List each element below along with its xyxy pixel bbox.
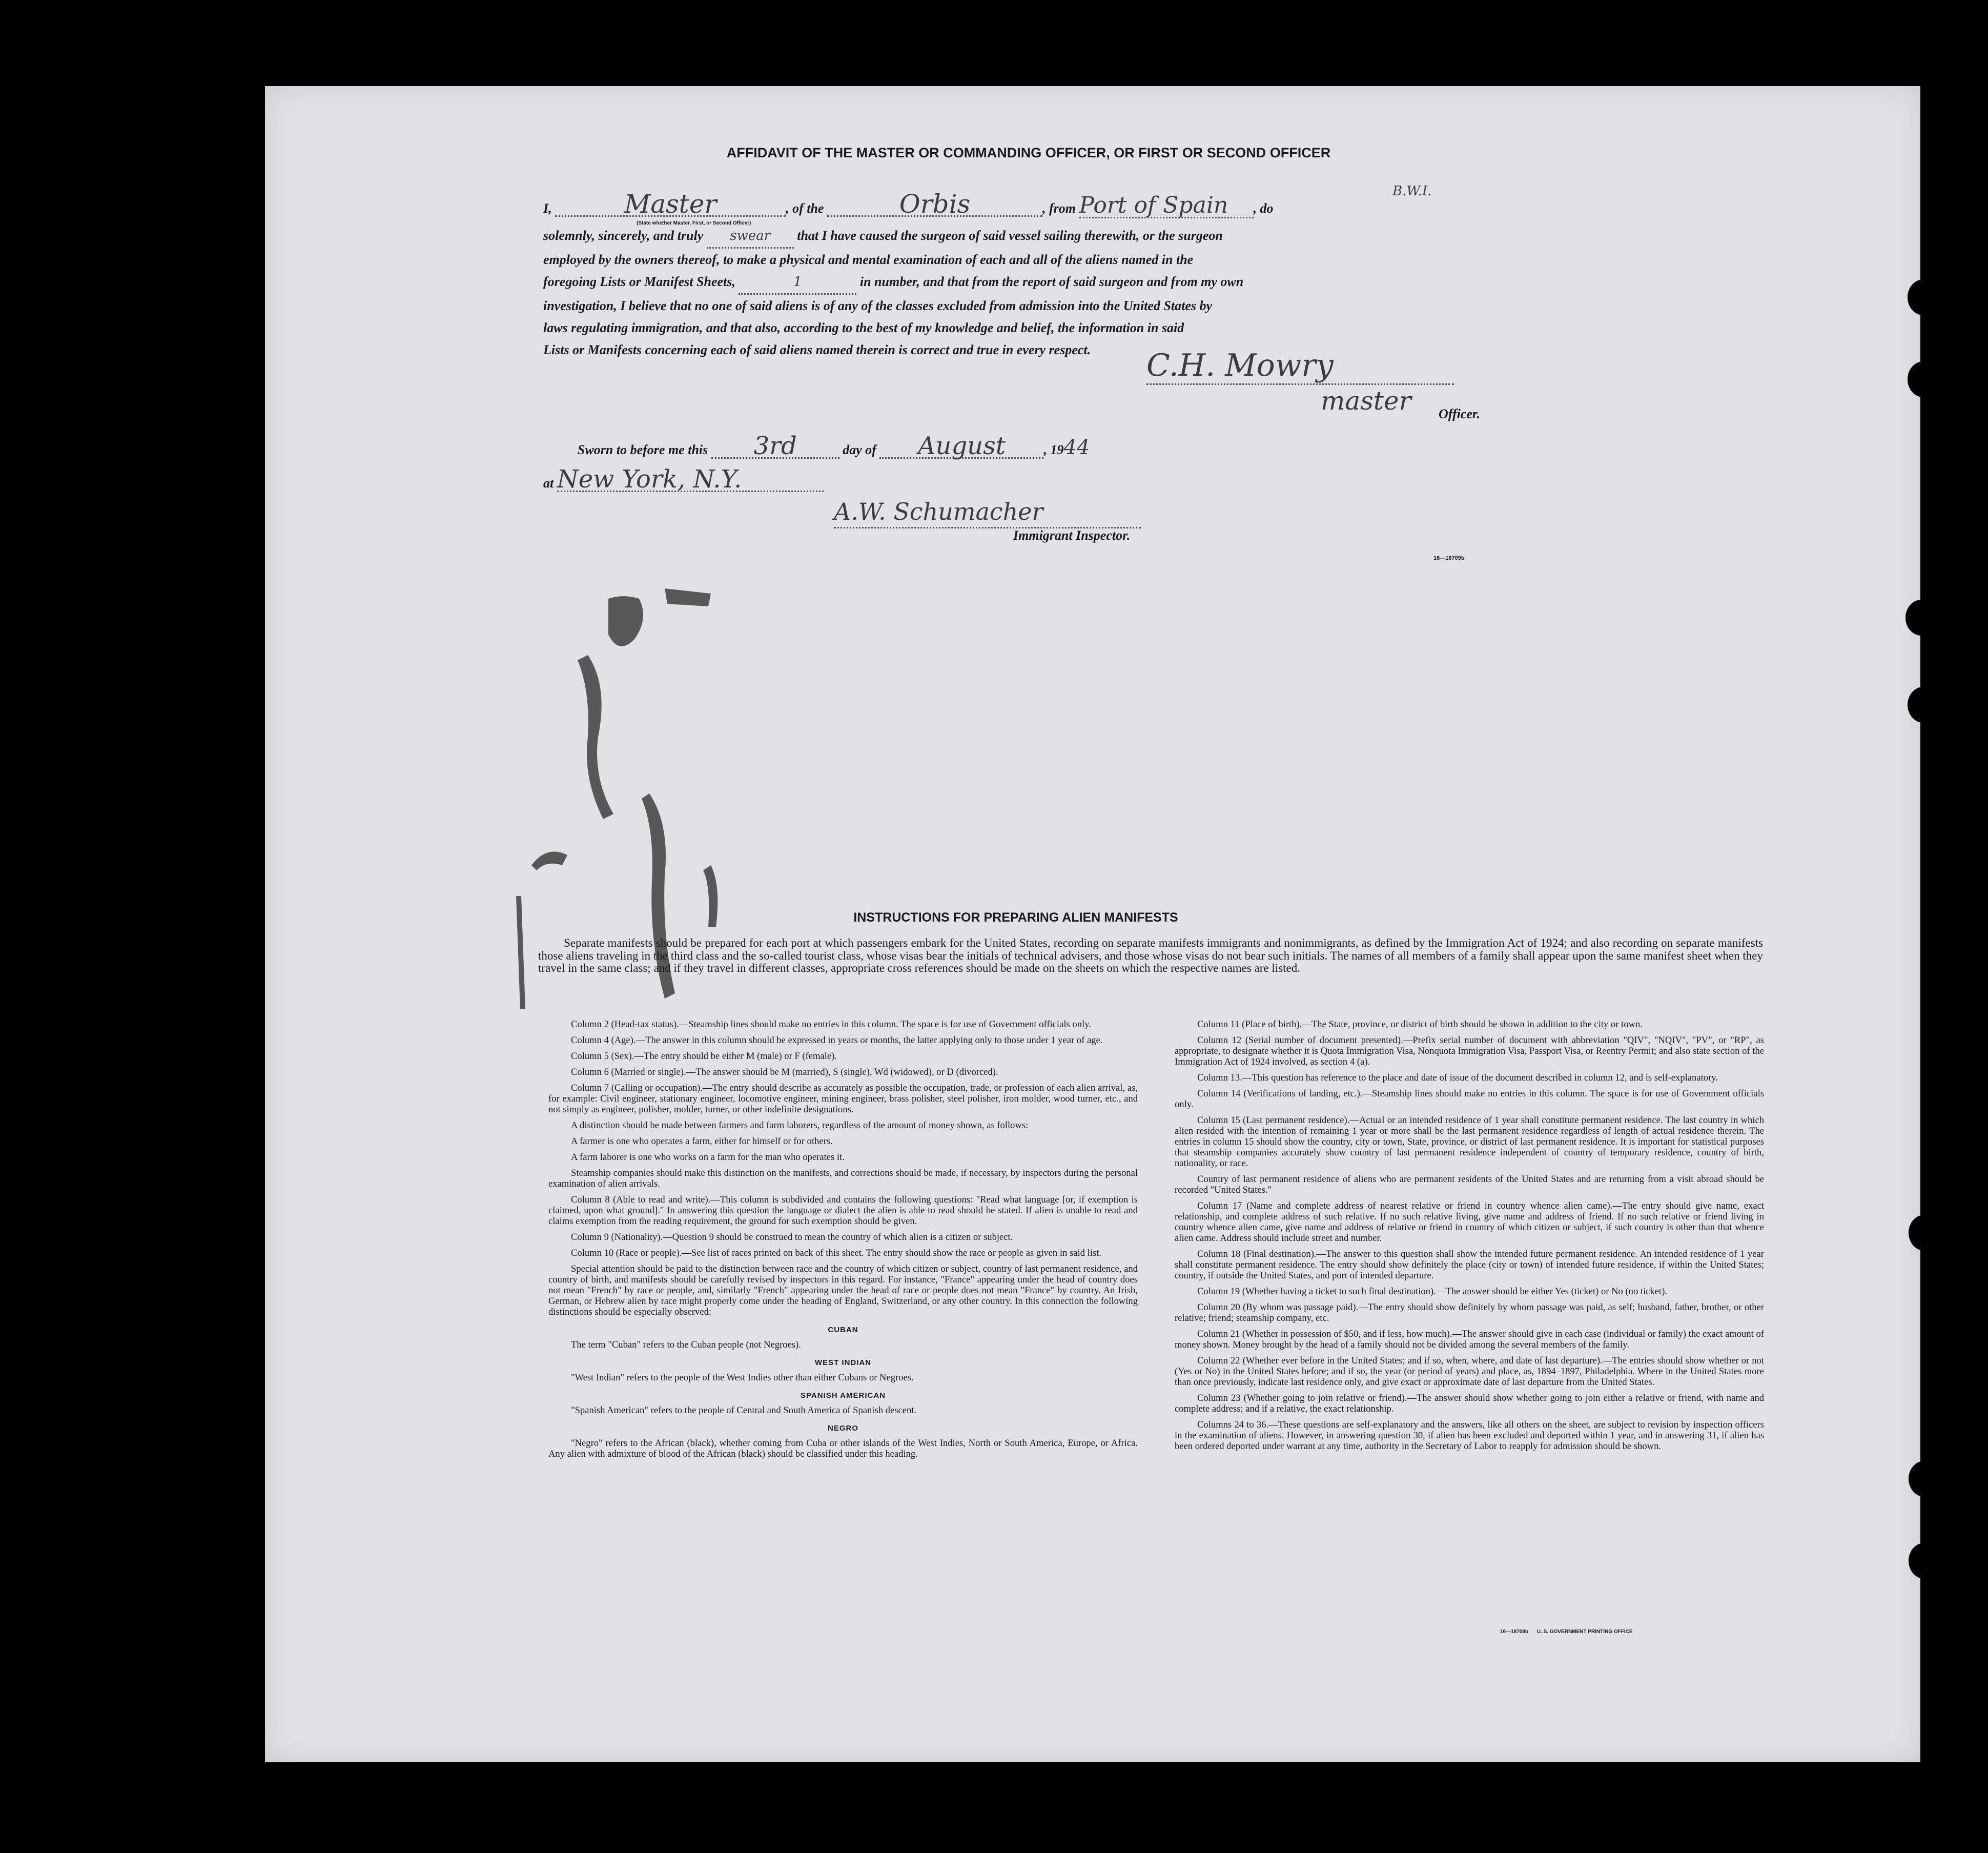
inspector-label: Immigrant Inspector. <box>1013 528 1131 543</box>
binder-hole <box>1908 687 1939 723</box>
instruction-paragraph: Column 9 (Nationality).—Question 9 should be construed to mean the country of which alien is a citizen or subject. <box>571 1232 1013 1243</box>
instruction-paragraph: Column 13.—This question has reference to the place and date of issue of the document described in column 12, and is self-explanatory. <box>1197 1072 1718 1083</box>
instruction-paragraph: Column 19 (Whether having a ticket to such final destination).—The answer should be either Yes (ticket) or No (no ticket). <box>1197 1286 1668 1297</box>
instruction-paragraph: Column 14 (Verifications of landing, etc.).—Steamship lines should make no entries in this column. The space is for use of Government officials only. <box>1175 1088 1764 1110</box>
instruction-paragraph: Column 11 (Place of birth).—The State, province, or district of birth should be shown in addition to the city or town. <box>1197 1019 1643 1030</box>
affidavit-title: AFFIDAVIT OF THE MASTER OR COMMANDING OFFICER, OR FIRST OR SECOND OFFICER <box>726 145 1331 160</box>
sworn-year-field: 44 <box>1063 436 1090 459</box>
port-field: Port of Spain <box>1079 194 1254 218</box>
affidavit-line-1 <box>543 189 1274 219</box>
instructions-left-column <box>548 1019 1138 1464</box>
instruction-paragraph: Column 18 (Final destination).—The answer to this question shall show the intended future permanent residence. An intended residence of 1 year shall constitute permanent residence. The entry should show definitely the place (city or town) of intended future residence, if within the United States; country, if outside the United States, and port of intended departure. <box>1175 1249 1764 1281</box>
affidavit-line-5: investigation, I believe that no one of said aliens is of any of the classes excluded from admission into the United States by <box>543 298 1213 313</box>
solemnly-text: solemnly, sincerely, and truly <box>543 228 704 243</box>
rank-hint: (State whether Master, First, or Second Officer) <box>637 220 751 226</box>
sworn-day-field: 3rd <box>711 435 839 459</box>
affidavit-line-7: Lists or Manifests concerning each of said aliens named therein is correct and true in every respect. <box>543 342 1091 357</box>
binder-hole <box>1909 1543 1940 1579</box>
instruction-section-text: The term "Cuban" refers to the Cuban people (not Negroes). <box>571 1339 801 1350</box>
instruction-section-text: "Negro" refers to the African (black), whether coming from Cuba or other islands of the West Indies, North or South America, Europe, or Africa. Any alien with admixture of blood of the African (black) should be classified under this heading. <box>548 1438 1138 1459</box>
instructions-intro: Separate manifests should be prepared for each port at which passengers embark for the United States, recording on separate manifests immigrants and nonimmigrants, as defined by the Immigration Act of 1924; and also recording on separate manifests those aliens traveling in the third class and the so-called tourist class, whose visas bear the initials of technical advisers, and those whose visas do not bear such initials. The names of all members of a family shall appear upon the same manifest sheet when they travel in the same class; and if they travel in different classes, appropriate cross references should be made on the sheets on which the respective names are listed. <box>538 936 1763 974</box>
footer-form-number: 16—18709b <box>1500 1629 1529 1635</box>
affidavit-i-label: I, <box>543 201 552 216</box>
instruction-paragraph: Column 8 (Able to read and write).—This column is subdivided and contains the following questions: "Read what language [or, if exemption is claimed, upon what ground]." In answering this question the language or dialect the alien is able to read should be stated. If alien is unable to read and claims exemption from the reading requirement, the ground for such exemption should be given. <box>548 1194 1138 1227</box>
affidavit-line-6: laws regulating immigration, and that also, according to the best of my knowledge and belief, the information in said <box>543 320 1184 335</box>
instruction-paragraph: Special attention should be paid to the distinction between race and the country of which citizen or subject, country of last permanent residence, and country of birth, and manifests should be carefully revised by inspectors in this regard. For instance, "France" appearing under the head of country does not mean "French" by race or people, and, similarly "French" appearing under the head of race or people does not mean "France" by country. An Irish, German, or Hebrew alien by race might properly come under the heading of England, Switzerland, or any other country. In this connection the following distinctions should be especially observed: <box>548 1264 1138 1317</box>
instruction-paragraph: Column 12 (Serial number of document presented).—Prefix serial number of document with abbreviation "QIV", "NQIV", "PV", or "RP", as appropriate, to designate whether it is Quota Immigration Visa, Nonquota Immigration Visa, Passport Visa, or Reentry Permit; and also state section of the Immigration Act of 1924 involved, as section 4 (a). <box>1175 1035 1764 1067</box>
binder-hole <box>1905 600 1937 636</box>
instruction-paragraph: Column 2 (Head-tax status).—Steamship lines should make no entries in this column. The space is for use of Government officials only. <box>571 1019 1091 1030</box>
instruction-section-heading: WEST INDIAN <box>814 1358 872 1367</box>
instructions-footer <box>1500 1629 1633 1635</box>
of-the-label: , of the <box>786 201 824 216</box>
instruction-paragraph: Column 15 (Last permanent residence).—Actual or an intended residence of 1 year shall constitute permanent residence. The last country in which alien resided with the intention of remaining 1 year or more shall be the last permanent residence regardless of length of actual residence therein. The entries in column 15 should show the country, city or town, State, province, or district of last permanent residence. It is important for statistical purposes that steamship companies accurately show country of last permanent residence independent of country of temporary residence, country of birth, nationality, or race. <box>1175 1115 1764 1169</box>
instructions-title: INSTRUCTIONS FOR PREPARING ALIEN MANIFESTS <box>853 910 1178 925</box>
affidavit-form-number: 16—18709b <box>1433 555 1465 561</box>
instruction-paragraph: Column 10 (Race or people).—See list of races printed on back of this sheet. The entry should show the race or people as given in said list. <box>571 1248 1101 1258</box>
sworn-place-field: New York, N.Y. <box>557 468 824 492</box>
affidavit-line-4a: foregoing Lists or Manifest Sheets, <box>543 274 735 289</box>
vessel-name-field: Orbis <box>827 193 1042 217</box>
instructions-right-column <box>1175 1019 1764 1457</box>
instruction-paragraph: Country of last permanent residence of aliens who are permanent residents of the United States and are returning from a visit abroad should be recorded "United States." <box>1175 1174 1764 1195</box>
instruction-paragraph: Column 22 (Whether ever before in the United States; and if so, when, where, and date of last departure).—The entries should show whether or not (Yes or No) in the United States before; and if so, the year (or period of years) and place, as, 1894–1897, Philadelphia. Where in the United States more than once previously, indicate last residence only, and give exact or approximate date of last departure from the United States. <box>1175 1355 1764 1388</box>
instruction-paragraph: Column 20 (By whom was passage paid).—The entry should show definitely by whom passage was paid, as self; husband, father, brother, or other relative; friend; steamship company, etc. <box>1175 1302 1764 1323</box>
port-note: B.W.I. <box>1392 184 1432 199</box>
instruction-section-text: "Spanish American" refers to the people of Central and South America of Spanish descent. <box>571 1405 917 1416</box>
instruction-section-heading: NEGRO <box>827 1424 858 1433</box>
binder-hole <box>1908 279 1939 315</box>
affidavit-body <box>543 225 1763 361</box>
instruction-section-text: "West Indian" refers to the people of the West Indies other than either Cubans or Negroes. <box>571 1372 914 1383</box>
officer-label: Officer. <box>1439 406 1481 421</box>
master-signature-title: master <box>1321 386 1411 416</box>
at-label: at <box>543 476 554 491</box>
instruction-paragraph: Column 21 (Whether in possession of $50, and if less, how much).—The answer should give in each case (individual or family) the exact amount of money shown. Money brought by the head of a family should not be divided among the several members of the family. <box>1175 1329 1764 1350</box>
sheet-count-field: 1 <box>739 271 856 295</box>
binder-hole <box>1908 361 1939 397</box>
master-signature: C.H. Mowry <box>1146 348 1454 385</box>
sworn-text-c: , 19 <box>1043 442 1064 457</box>
instruction-paragraph: A farm laborer is one who works on a farm for the man who operates it. <box>571 1152 845 1163</box>
sworn-text-a: Sworn to before me this <box>578 442 708 457</box>
affidavit-line-2: that I have caused the surgeon of said vessel sailing therewith, or the surgeon <box>797 228 1223 243</box>
instruction-paragraph: Column 5 (Sex).—The entry should be either M (male) or F (female). <box>571 1051 837 1062</box>
instruction-paragraph: Column 4 (Age).—The answer in this column should be expressed in years or months, the latter applying only to those under 1 year of age. <box>571 1035 1103 1046</box>
instruction-paragraph: A distinction should be made between farmers and farm laborers, regardless of the amount of money shown, as follows: <box>571 1120 1029 1131</box>
sworn-place-line <box>543 465 824 494</box>
instruction-paragraph: Column 6 (Married or single).—The answer should be M (married), S (single), Wd (widowed), or D (divorced). <box>571 1067 998 1077</box>
instruction-paragraph: Steamship companies should make this distinction on the manifests, and corrections should be made, if necessary, by inspectors during the personal examination of alien arrivals. <box>548 1168 1138 1189</box>
affidavit-line-3: employed by the owners thereof, to make a physical and mental examination of each and all of the aliens named in the <box>543 252 1194 267</box>
instruction-paragraph: Column 23 (Whether going to join relative or friend).—The answer should show whether going to join either a relative or friend, with name and complete address; and if a relative, the exact relationship. <box>1175 1393 1764 1414</box>
instruction-paragraph: Columns 24 to 36.—These questions are self-explanatory and the answers, like all others on the sheet, are subject to revision by inspection officers in the examination of aliens. However, in answering question 30, if alien has been excluded and deported within 1 year, and in answering 31, if alien has been ordered deported under warrant at any time, authority in the Secretary of Labor to reapply for admission should be shown. <box>1175 1419 1764 1452</box>
do-label: , do <box>1253 201 1274 216</box>
instruction-section-heading: CUBAN <box>828 1326 858 1334</box>
swear-field: swear <box>707 225 794 249</box>
instruction-section-heading: SPANISH AMERICAN <box>800 1391 886 1400</box>
instruction-paragraph: Column 7 (Calling or occupation).—The entry should describe as accurately as possible the occupation, trade, or profession of each alien arrival, as, for example: Civil engineer, stationary engineer, locomotive engineer, mining engineer, brass polisher, steel polisher, iron molder, wood turner, etc., and not simply as engineer, polisher, molder, turner, or other indefinite designations. <box>548 1083 1138 1115</box>
inspector-signature: A.W. Schumacher <box>834 496 1141 528</box>
sworn-text-b: day of <box>843 442 876 457</box>
sworn-month-field: August <box>879 435 1043 459</box>
from-label: , from <box>1042 201 1076 216</box>
affidavit-line-4b: in number, and that from the report of said surgeon and from my own <box>859 274 1244 289</box>
binder-hole <box>1909 1215 1940 1251</box>
document-sheet <box>265 86 1920 1762</box>
footer-printing-office: U. S. GOVERNMENT PRINTING OFFICE <box>1536 1629 1633 1635</box>
instruction-paragraph: Column 17 (Name and complete address of nearest relative or friend in country whence alien came).—The entry should give name, exact relationship, and complete address of such relative. If no such relative living, give name and address of friend. If no such relative or friend living in country whence alien came, give name and address of relative or friend in country of which citizen or subject, if such country is other than that whence alien came. Address should include street and number. <box>1175 1200 1764 1244</box>
instruction-paragraph: A farmer is one who operates a farm, either for himself or for others. <box>571 1136 833 1147</box>
sworn-line <box>578 432 1090 460</box>
binder-hole <box>1909 1461 1940 1497</box>
officer-rank-field: Master <box>555 193 786 217</box>
